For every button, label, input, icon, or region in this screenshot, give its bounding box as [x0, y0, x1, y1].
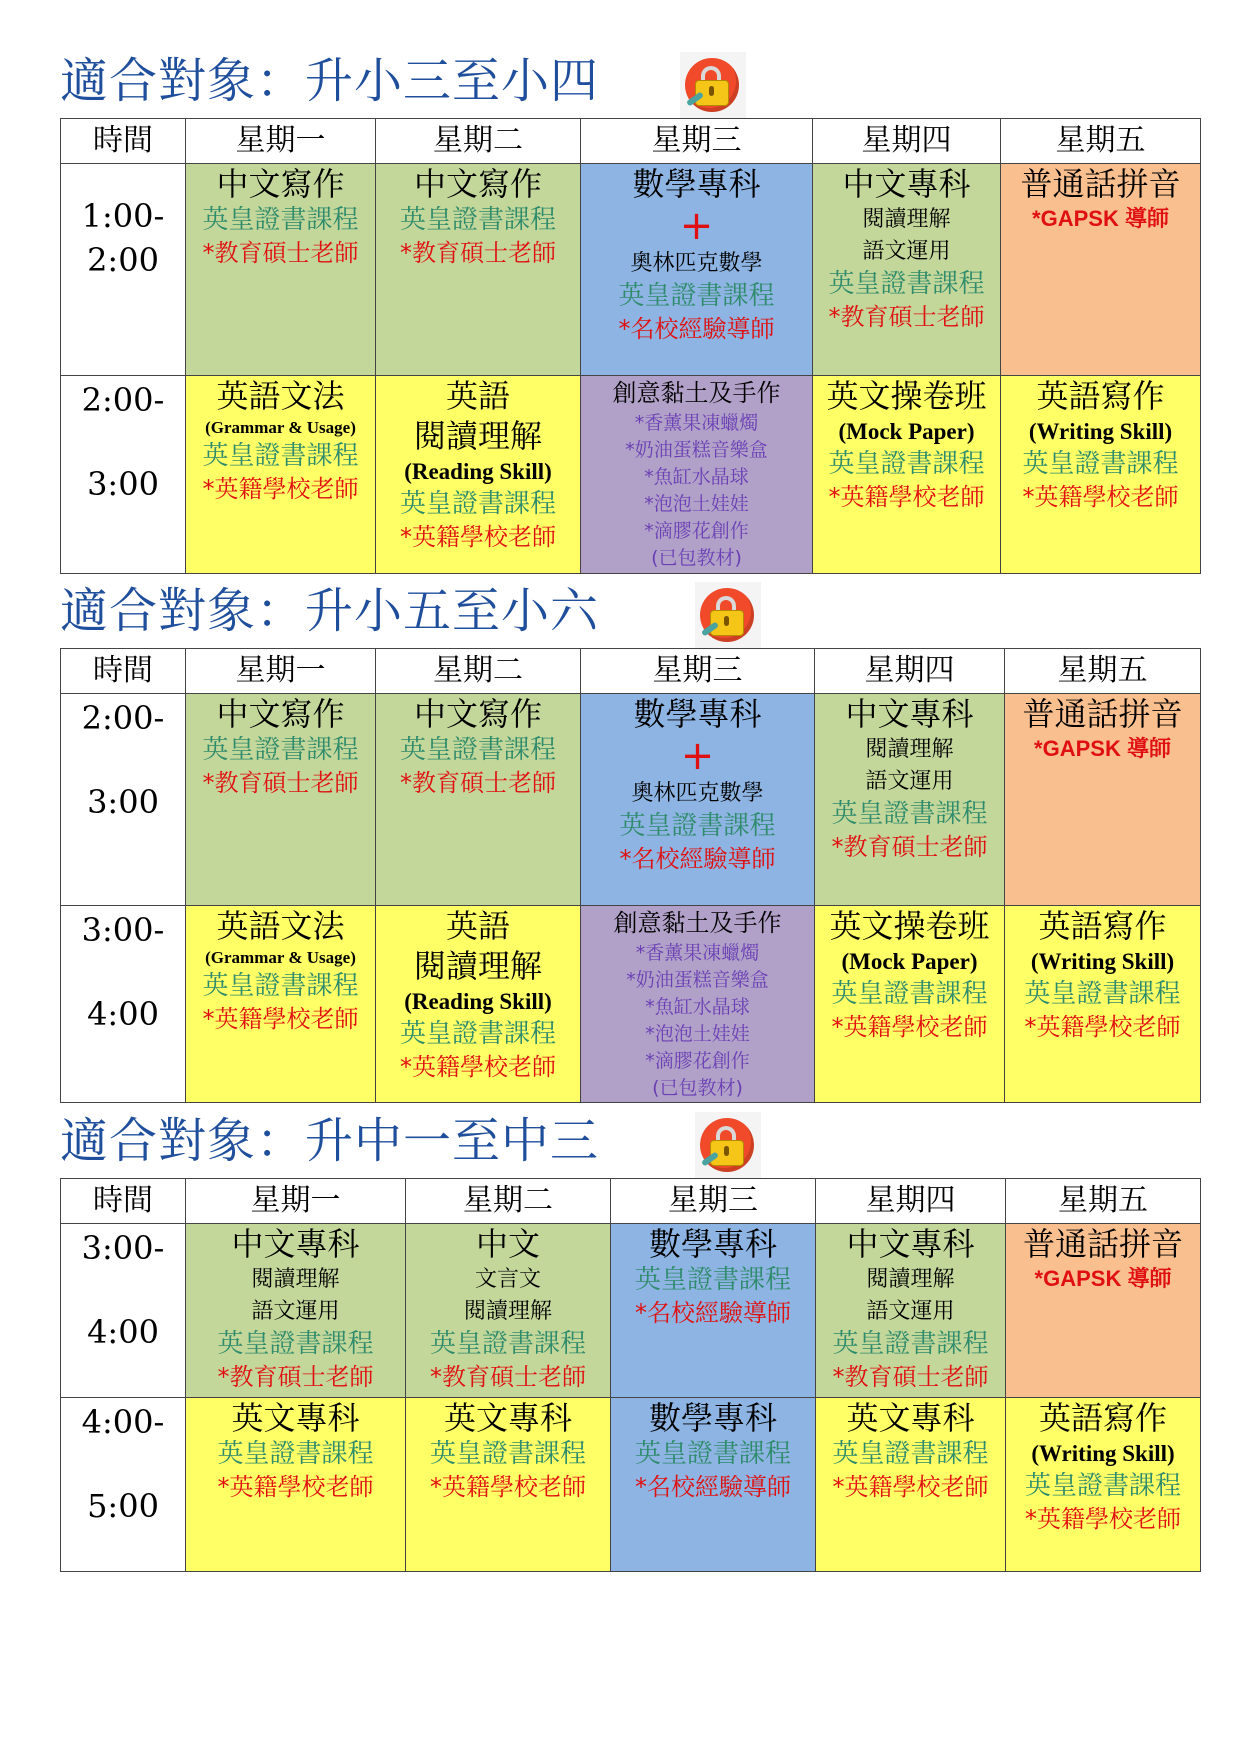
table-row — [61, 1224, 1201, 1398]
class-cell: 普通話拼音 *GAPSK 導師 — [1005, 694, 1201, 906]
col-tue: 星期二 — [406, 1179, 611, 1224]
class-cell: 普通話拼音 *GAPSK 導師 — [1001, 164, 1201, 376]
class-cell: 英語寫作 (Writing Skill) 英皇證書課程 *英籍學校老師 — [1005, 906, 1201, 1103]
time-cell: 4:00- 5:00 — [61, 1398, 186, 1572]
class-cell: 英文專科 英皇證書課程 *英籍學校老師 — [816, 1398, 1006, 1572]
class-cell: 中文專科 閱讀理解 語文運用 英皇證書課程 *教育碩士老師 — [186, 1224, 406, 1398]
time-cell: 2:00- 3:00 — [61, 376, 186, 574]
time-cell: 2:00- 3:00 — [61, 694, 186, 906]
col-thu: 星期四 — [813, 119, 1001, 164]
col-tue: 星期二 — [376, 649, 581, 694]
timetable — [60, 118, 1201, 574]
class-cell: 數學專科 英皇證書課程 *名校經驗導師 — [611, 1398, 816, 1572]
header-row — [61, 649, 1201, 694]
col-thu: 星期四 — [816, 1179, 1006, 1224]
col-time: 時間 — [61, 119, 186, 164]
class-cell: 英語寫作 (Writing Skill) 英皇證書課程 *英籍學校老師 — [1006, 1398, 1201, 1572]
col-wed: 星期三 — [611, 1179, 816, 1224]
section-s1-s3 — [60, 1110, 1200, 1572]
lock-icon — [695, 1112, 761, 1178]
class-cell: 英文專科 英皇證書課程 *英籍學校老師 — [406, 1398, 611, 1572]
section-title: 適合對象：升小五至小六 — [60, 583, 600, 639]
col-thu: 星期四 — [815, 649, 1005, 694]
section-p5-p6 — [60, 580, 1200, 1103]
col-mon: 星期一 — [186, 1179, 406, 1224]
class-cell: 數學專科 + 奧林匹克數學 英皇證書課程 *名校經驗導師 — [581, 164, 813, 376]
col-fri: 星期五 — [1001, 119, 1201, 164]
class-cell: 創意黏土及手作 *香薰果凍蠟燭 *奶油蛋糕音樂盒 *魚缸水晶球 *泡泡土娃娃 *滴膠花創作 (已包教材) — [581, 906, 815, 1103]
class-cell: 英語文法 (Grammar & Usage) 英皇證書課程 *英籍學校老師 — [186, 906, 376, 1103]
col-wed: 星期三 — [581, 119, 813, 164]
class-cell: 英語 閱讀理解 (Reading Skill) 英皇證書課程 *英籍學校老師 — [376, 906, 581, 1103]
section-title: 適合對象：升小三至小四 — [60, 53, 600, 109]
timetable — [60, 648, 1201, 1103]
section-header — [60, 50, 1200, 112]
section-header — [60, 1110, 1200, 1172]
col-tue: 星期二 — [376, 119, 581, 164]
class-cell: 普通話拼音 *GAPSK 導師 — [1006, 1224, 1201, 1398]
col-time: 時間 — [61, 649, 186, 694]
lock-icon — [680, 52, 746, 118]
class-cell: 中文寫作 英皇證書課程 *教育碩士老師 — [376, 694, 581, 906]
class-cell: 英語文法 (Grammar & Usage) 英皇證書課程 *英籍學校老師 — [186, 376, 376, 574]
time-cell: 3:00- 4:00 — [61, 906, 186, 1103]
table-row — [61, 694, 1201, 906]
class-cell: 英文操卷班 (Mock Paper) 英皇證書課程 *英籍學校老師 — [813, 376, 1001, 574]
col-mon: 星期一 — [186, 119, 376, 164]
class-cell: 中文專科 閱讀理解 語文運用 英皇證書課程 *教育碩士老師 — [815, 694, 1005, 906]
class-cell: 中文專科 閱讀理解 語文運用 英皇證書課程 *教育碩士老師 — [813, 164, 1001, 376]
table-row — [61, 1398, 1201, 1572]
table-row — [61, 906, 1201, 1103]
time-cell: 3:00- 4:00 — [61, 1224, 186, 1398]
class-cell: 創意黏土及手作 *香薰果凍蠟燭 *奶油蛋糕音樂盒 *魚缸水晶球 *泡泡土娃娃 *滴膠花創作 (已包教材) — [581, 376, 813, 574]
table-row — [61, 164, 1201, 376]
time-cell: 1:00- 2:00 — [61, 164, 186, 376]
class-cell: 數學專科 英皇證書課程 *名校經驗導師 — [611, 1224, 816, 1398]
class-cell: 英文操卷班 (Mock Paper) 英皇證書課程 *英籍學校老師 — [815, 906, 1005, 1103]
class-cell: 中文 文言文 閱讀理解 英皇證書課程 *教育碩士老師 — [406, 1224, 611, 1398]
col-time: 時間 — [61, 1179, 186, 1224]
class-cell: 中文寫作 英皇證書課程 *教育碩士老師 — [186, 694, 376, 906]
class-cell: 英文專科 英皇證書課程 *英籍學校老師 — [186, 1398, 406, 1572]
header-row — [61, 1179, 1201, 1224]
header-row — [61, 119, 1201, 164]
col-mon: 星期一 — [186, 649, 376, 694]
col-fri: 星期五 — [1005, 649, 1201, 694]
table-row — [61, 376, 1201, 574]
timetable — [60, 1178, 1201, 1572]
col-fri: 星期五 — [1006, 1179, 1201, 1224]
section-title: 適合對象：升中一至中三 — [60, 1113, 600, 1169]
col-wed: 星期三 — [581, 649, 815, 694]
section-header — [60, 580, 1200, 642]
lock-icon — [695, 582, 761, 648]
class-cell: 中文寫作 英皇證書課程 *教育碩士老師 — [186, 164, 376, 376]
class-cell: 中文寫作 英皇證書課程 *教育碩士老師 — [376, 164, 581, 376]
class-cell: 英語寫作 (Writing Skill) 英皇證書課程 *英籍學校老師 — [1001, 376, 1201, 574]
section-p3-p4 — [60, 50, 1200, 574]
class-cell: 數學專科 + 奧林匹克數學 英皇證書課程 *名校經驗導師 — [581, 694, 815, 906]
class-cell: 中文專科 閱讀理解 語文運用 英皇證書課程 *教育碩士老師 — [816, 1224, 1006, 1398]
class-cell: 英語 閱讀理解 (Reading Skill) 英皇證書課程 *英籍學校老師 — [376, 376, 581, 574]
